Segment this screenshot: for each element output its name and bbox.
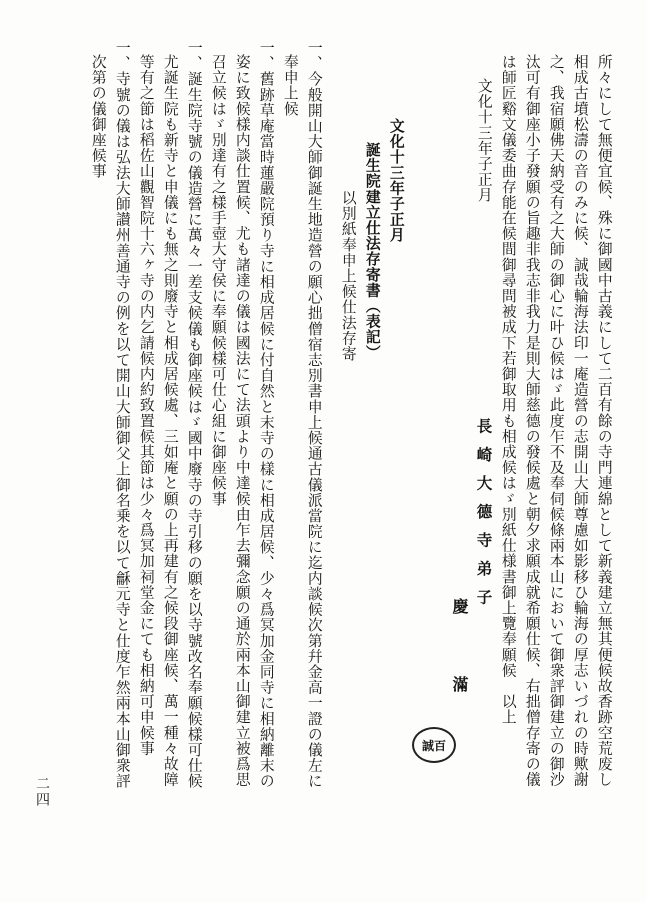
text-column-c04: 汰可有御座小子發願の旨趣非我志非我力是則大師慈德の發候處と朝夕求願成就希願仕候、右拙僧存寄の儀: [523, 54, 541, 788]
text-column-c12: 一、舊跡草庵當時蓮嚴院預り寺に相成居候に付自然と末寺の樣に相成居候、少々爲冥加金同寺に相納離末の: [257, 40, 275, 789]
text-column-c15: 一、誕生院寺號の儀造營に萬々一差支候儀も御座候はゞ國中廢寺の寺引移の願を以寺號改名奉願候樣可仕候: [185, 40, 203, 789]
text-column-c09: 以別紙奉申上候仕法存寄: [339, 190, 357, 362]
text-column-c02: 相成古墳松濤の音のみに候、誠哉輪海法印一庵造營の志開山大師尊慮如影移ひ輪海の厚志いづれの時歟謝: [571, 54, 589, 788]
text-column-c16: 尤誕生院も新寺と申儀にも無之則廢寺と相成居候處、三如庵と願の上再建有之候段御座候、萬一種々故障: [161, 54, 179, 788]
page-number: 二四: [34, 776, 50, 808]
signer-name: 慶: [450, 598, 469, 615]
text-column-c19: 次第の儀御座候事: [89, 54, 107, 179]
text-column-c05: は師匠谿文儀委曲存能在候間御尋問被成下若御取用も相成候はゞ別紙仕様書御上覽奉願候 以上: [499, 54, 517, 725]
text-column-c11: 奉申上候: [281, 54, 299, 117]
text-column-c06: 文化十三年子正月: [475, 78, 493, 203]
text-column-c08: 誕生院建立仕法存寄書（表記）: [363, 142, 381, 361]
text-column-c01: 所々にして無便宜候、殊に御國中古義にして二百有餘の寺門連綿として新義建立無其便候故香跡空荒废し: [595, 54, 613, 788]
text-column-c18: 一、寺號の儀は弘法大師讃州善通寺の例を以て開山大師御父上御名乗を以て龢元寺と仕度乍然兩本山御衆評: [113, 40, 131, 789]
seal-text: 誠百: [421, 738, 446, 753]
signature-line: 長崎大德寺弟子: [474, 418, 494, 618]
text-column-c10: 一、今般開山大師御誕生地造營の願心拙僧宿志別書申上候通古儀派當院に迄内談候次第幷金高一證の儀左に: [305, 40, 323, 789]
text-column-c03: 之、我宿願佛天納受有之大師の御心に叶ひ候はゞ此度乍不及奉伺候條兩本山において御衆評御建立の御沙: [547, 54, 565, 788]
text-column-c14: 召立候はゞ別達有之樣手壺大守侯に奉願候樣可仕心組に御座候事: [209, 54, 227, 507]
text-column-c13: 姿に致候樣内談仕置候、尤も諸達の儀は國法にて法頭より中達候由乍去彌念願の通於兩本山御建立被爲思: [233, 54, 251, 788]
text-column-c07: 文化十三年子正月: [387, 118, 405, 243]
seal-stamp: [412, 727, 456, 763]
text-column-c17: 等有之節は稻佐山觀智院十六ヶ寺の内乞請候内約致置候其節は少々爲冥加祠堂金にても相納可申候事: [137, 54, 155, 756]
signer-name-2: 滿: [450, 676, 469, 693]
